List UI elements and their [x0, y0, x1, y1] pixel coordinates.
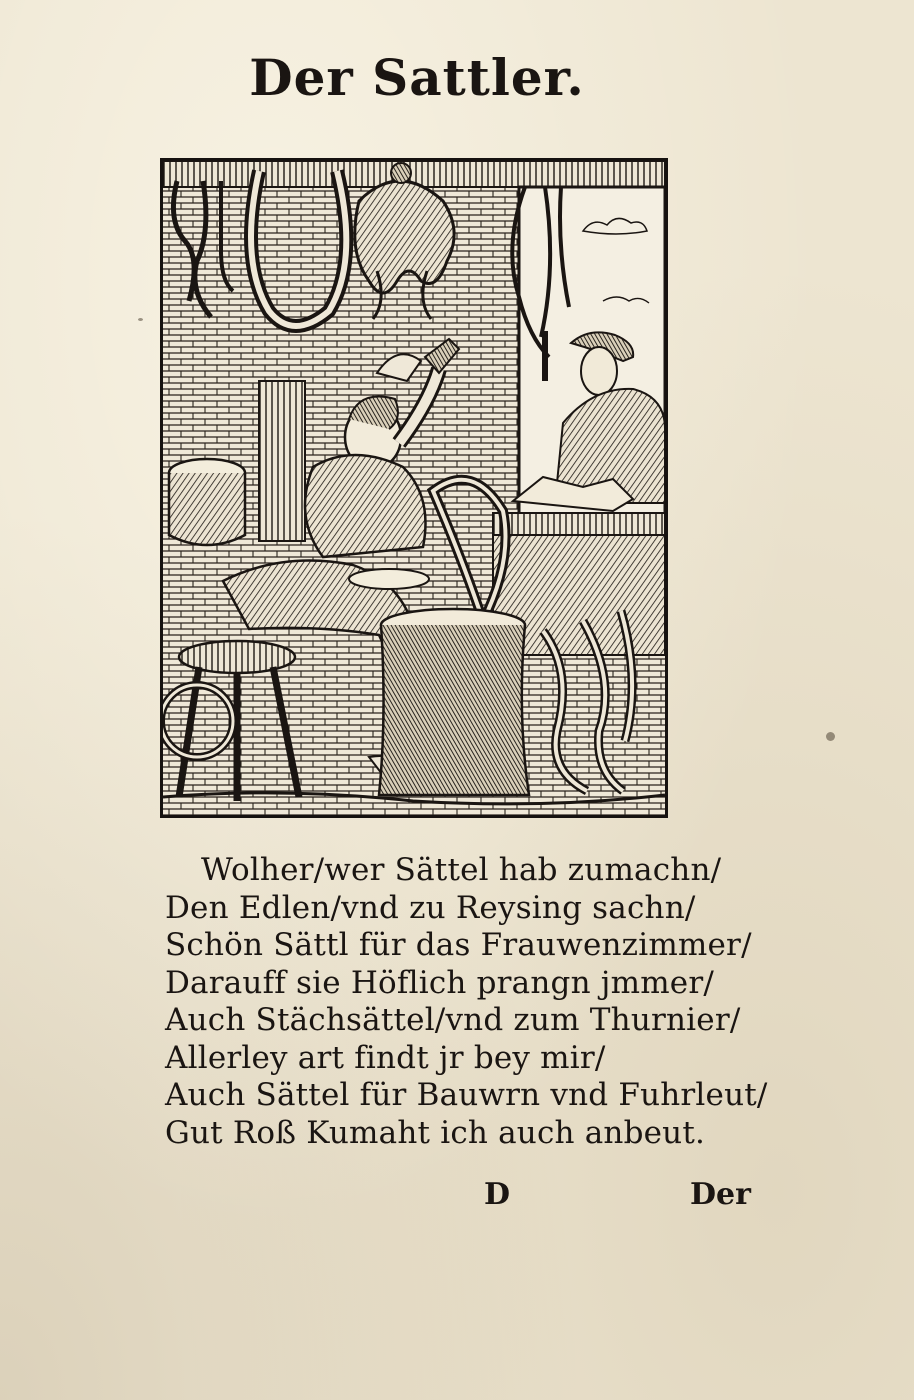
signature-mark: D — [484, 1177, 511, 1212]
verse-line: Darauff sie Höflich prangn jmmer/ — [165, 964, 714, 1001]
verse-block — [165, 852, 785, 1152]
verse-line: Wolher/wer Sättel hab zumachn/ — [201, 852, 722, 888]
verse-line: Den Edlen/vnd zu Reysing sachn/ — [165, 889, 696, 926]
paper-spot — [138, 318, 143, 321]
verse-line: Auch Sättel für Bauwrn vnd Fuhrleut/ — [165, 1077, 768, 1113]
verse-line: Allerley art findt jr bey mir/ — [165, 1039, 606, 1076]
verse-line: Schön Sättl für das Frauwenzimmer/ — [165, 927, 752, 963]
verse-line: Gut Roß Kumaht ich auch anbeut. — [165, 1114, 706, 1151]
catchword: Der — [690, 1177, 751, 1212]
page-title: Der Sattler. — [249, 48, 585, 107]
paper-spot — [826, 732, 835, 741]
saddler-woodcut-illustration — [160, 158, 668, 818]
verse-line: Auch Stächsättel/vnd zum Thurnier/ — [165, 1002, 741, 1038]
